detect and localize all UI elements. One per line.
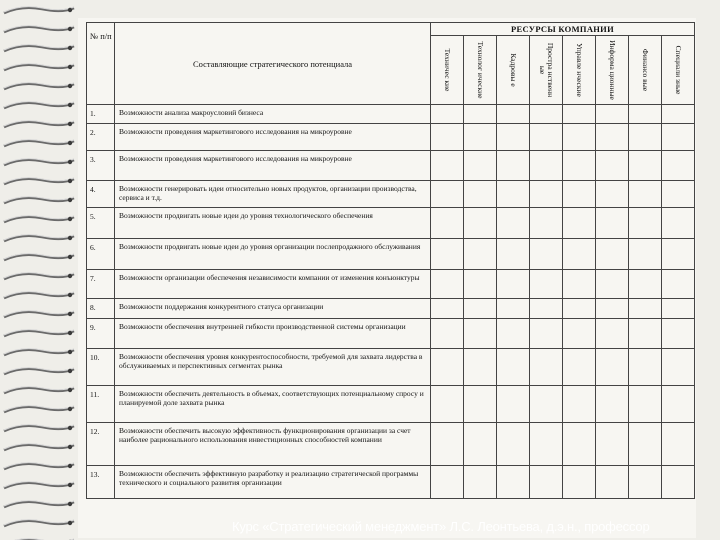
resource-cell[interactable] [629,239,662,270]
resource-cell[interactable] [662,299,695,319]
table-row [87,423,695,466]
resource-cell[interactable] [530,124,563,151]
resource-cell[interactable] [563,151,596,181]
resource-label: Управле нческие [575,43,584,97]
row-number: 12. [87,423,115,466]
resource-cell[interactable] [530,319,563,349]
resource-cell[interactable] [464,270,497,299]
resource-cell[interactable] [563,270,596,299]
binding-ring [2,308,76,322]
resource-cell[interactable] [464,386,497,423]
resource-cell[interactable] [464,239,497,270]
binding-ring [2,517,76,531]
resource-label: Информа ционные [608,40,617,100]
resource-cell[interactable] [431,124,464,151]
resource-cell[interactable] [464,105,497,124]
resource-cell[interactable] [464,151,497,181]
binding-ring [2,460,76,474]
resource-cell[interactable] [530,208,563,239]
resource-cell[interactable] [596,349,629,386]
resource-cell[interactable] [596,181,629,208]
resource-cell[interactable] [662,423,695,466]
row-description: Возможности генерировать идеи относительно новых продуктов, организации производства, сервиса и т.д. [115,181,431,208]
row-number: 8. [87,299,115,319]
resource-header [431,36,464,105]
binding-ring [2,194,76,208]
resource-cell[interactable] [530,105,563,124]
resource-cell[interactable] [596,466,629,499]
resource-cell[interactable] [629,299,662,319]
spiral-binding [0,0,78,540]
resource-cell[interactable] [662,239,695,270]
resource-cell[interactable] [629,208,662,239]
binding-ring [2,23,76,37]
resource-cell[interactable] [596,239,629,270]
resource-label: Технолог ические [476,41,485,99]
binding-ring [2,99,76,113]
resource-cell[interactable] [662,386,695,423]
table-row [87,299,695,319]
table-row [87,208,695,239]
resource-cell[interactable] [530,349,563,386]
resource-label: Техничес кие [443,48,452,92]
resource-cell[interactable] [662,208,695,239]
binding-ring [2,213,76,227]
resource-header [464,36,497,105]
resource-cell[interactable] [563,181,596,208]
row-description: Возможности организации обеспечения независимости компании от изменения конъюнктуры [115,270,431,299]
resource-cell[interactable] [431,105,464,124]
resource-cell[interactable] [629,181,662,208]
row-description: Возможности обеспечить эффективную разработку и реализацию стратегической программы технического и социального развития организации [115,466,431,499]
resources-title: РЕСУРСЫ КОМПАНИИ [431,23,695,36]
resource-cell[interactable] [464,423,497,466]
resource-cell[interactable] [563,423,596,466]
resource-cell[interactable] [629,105,662,124]
resource-cell[interactable] [629,124,662,151]
row-description: Возможности обеспечить высокую эффективность функционирования организации за счет наиболее рационального использования инвестиционных способностей компании [115,423,431,466]
resource-cell[interactable] [629,151,662,181]
resources-table [86,22,695,499]
resource-cell[interactable] [530,386,563,423]
resource-cell[interactable] [497,105,530,124]
binding-ring [2,498,76,512]
number-header: № п/п [87,23,115,105]
resource-label: Кадровы е [509,53,518,87]
binding-ring [2,80,76,94]
resource-cell[interactable] [530,239,563,270]
resource-cell[interactable] [662,105,695,124]
table-row [87,239,695,270]
resource-cell[interactable] [629,319,662,349]
table-row [87,319,695,349]
resource-cell[interactable] [530,181,563,208]
table-row [87,124,695,151]
binding-ring [2,4,76,18]
resource-header [563,36,596,105]
resource-cell[interactable] [629,270,662,299]
resource-label: Финансо вые [641,48,650,92]
resource-cell[interactable] [431,319,464,349]
resource-cell[interactable] [596,151,629,181]
row-number: 7. [87,270,115,299]
resource-cell[interactable] [662,270,695,299]
resource-cell[interactable] [662,124,695,151]
resource-cell[interactable] [563,208,596,239]
table-row [87,466,695,499]
resource-header [530,36,563,105]
resource-cell[interactable] [530,151,563,181]
resource-cell[interactable] [596,124,629,151]
row-description: Возможности обеспечить деятельность в объемах, соответствующих потенциальному спросу и планируемой доле захвата рынка [115,386,431,423]
resource-cell[interactable] [530,423,563,466]
binding-ring [2,422,76,436]
resource-cell[interactable] [464,299,497,319]
resource-cell[interactable] [596,423,629,466]
resource-cell[interactable] [497,466,530,499]
resource-cell[interactable] [596,105,629,124]
row-description: Возможности обеспечения внутренней гибкости производственной системы организации [115,319,431,349]
resource-cell[interactable] [662,349,695,386]
resource-cell[interactable] [530,299,563,319]
resource-cell[interactable] [431,181,464,208]
row-number: 10. [87,349,115,386]
resource-cell[interactable] [596,270,629,299]
resource-cell[interactable] [497,386,530,423]
resource-cell[interactable] [662,319,695,349]
resource-cell[interactable] [464,349,497,386]
binding-ring [2,441,76,455]
binding-ring [2,384,76,398]
resource-cell[interactable] [497,208,530,239]
resource-cell[interactable] [464,319,497,349]
resource-cell[interactable] [431,466,464,499]
resource-cell[interactable] [431,208,464,239]
resource-cell[interactable] [464,124,497,151]
components-header: Составляющие стратегического потенциала [115,23,431,105]
resource-cell[interactable] [596,319,629,349]
binding-ring [2,365,76,379]
binding-ring [2,232,76,246]
course-footer: Курс «Стратегический менеджмент» Л.С. Леонтьева, д.э.н., профессор [232,519,650,534]
resource-cell[interactable] [563,386,596,423]
resource-cell[interactable] [464,181,497,208]
row-number: 6. [87,239,115,270]
resource-cell[interactable] [563,349,596,386]
table-row [87,181,695,208]
resource-cell[interactable] [596,208,629,239]
resource-cell[interactable] [530,270,563,299]
binding-ring [2,479,76,493]
binding-ring [2,251,76,265]
row-number: 1. [87,105,115,124]
resource-cell[interactable] [431,423,464,466]
binding-ring [2,175,76,189]
resource-cell[interactable] [629,466,662,499]
resource-cell[interactable] [662,151,695,181]
binding-ring [2,156,76,170]
binding-ring [2,346,76,360]
table-row [87,105,695,124]
resource-cell[interactable] [431,386,464,423]
binding-ring [2,536,76,540]
resource-cell[interactable] [629,386,662,423]
row-number: 11. [87,386,115,423]
resource-cell[interactable] [563,466,596,499]
row-description: Возможности поддержания конкурентного статуса организации [115,299,431,319]
row-number: 13. [87,466,115,499]
resource-cell[interactable] [497,181,530,208]
resource-cell[interactable] [431,299,464,319]
resource-cell[interactable] [629,349,662,386]
resource-cell[interactable] [497,239,530,270]
resource-cell[interactable] [563,105,596,124]
resource-cell[interactable] [464,466,497,499]
binding-ring [2,270,76,284]
row-number: 2. [87,124,115,151]
row-description: Возможности обеспечения уровня конкурентоспособности, требуемой для захвата лидерства в обслуживаемых и перспективных сегментах рынка [115,349,431,386]
resource-cell[interactable] [662,466,695,499]
resource-cell[interactable] [497,270,530,299]
table-row [87,270,695,299]
resource-label: Специали зные [674,45,683,95]
binding-ring [2,61,76,75]
row-description: Возможности продвигать новые идеи до уровня технологического обеспечения [115,208,431,239]
resource-cell[interactable] [596,386,629,423]
table-body [87,105,695,499]
binding-ring [2,403,76,417]
resource-cell[interactable] [596,299,629,319]
resource-header [596,36,629,105]
row-number: 4. [87,181,115,208]
table-row [87,349,695,386]
table-row [87,151,695,181]
resource-cell[interactable] [431,239,464,270]
row-description: Возможности проведения маркетингового исследования на микроуровне [115,124,431,151]
resource-cell[interactable] [563,299,596,319]
row-number: 3. [87,151,115,181]
resource-cell[interactable] [530,466,563,499]
resource-label: Простра нственн ые [538,42,555,98]
resource-cell[interactable] [431,349,464,386]
resource-header [497,36,530,105]
binding-ring [2,42,76,56]
resource-cell[interactable] [563,239,596,270]
resource-header [662,36,695,105]
resource-cell[interactable] [431,270,464,299]
binding-ring [2,137,76,151]
binding-ring [2,118,76,132]
row-description: Возможности проведения маркетингового исследования на микроуровне [115,151,431,181]
row-number: 5. [87,208,115,239]
resource-cell[interactable] [497,423,530,466]
resource-cell[interactable] [497,319,530,349]
resource-cell[interactable] [629,423,662,466]
resource-cell[interactable] [464,208,497,239]
resource-cell[interactable] [431,151,464,181]
resource-header [629,36,662,105]
row-description: Возможности анализа макроусловий бизнеса [115,105,431,124]
binding-ring [2,327,76,341]
resource-cell[interactable] [563,319,596,349]
resource-cell[interactable] [662,181,695,208]
resource-cell[interactable] [497,299,530,319]
binding-ring [2,289,76,303]
resource-cell[interactable] [563,124,596,151]
table-row [87,386,695,423]
resource-cell[interactable] [497,349,530,386]
resource-cell[interactable] [497,124,530,151]
row-description: Возможности продвигать новые идеи до уровня организации послепродажного обслуживания [115,239,431,270]
row-number: 9. [87,319,115,349]
resource-cell[interactable] [497,151,530,181]
